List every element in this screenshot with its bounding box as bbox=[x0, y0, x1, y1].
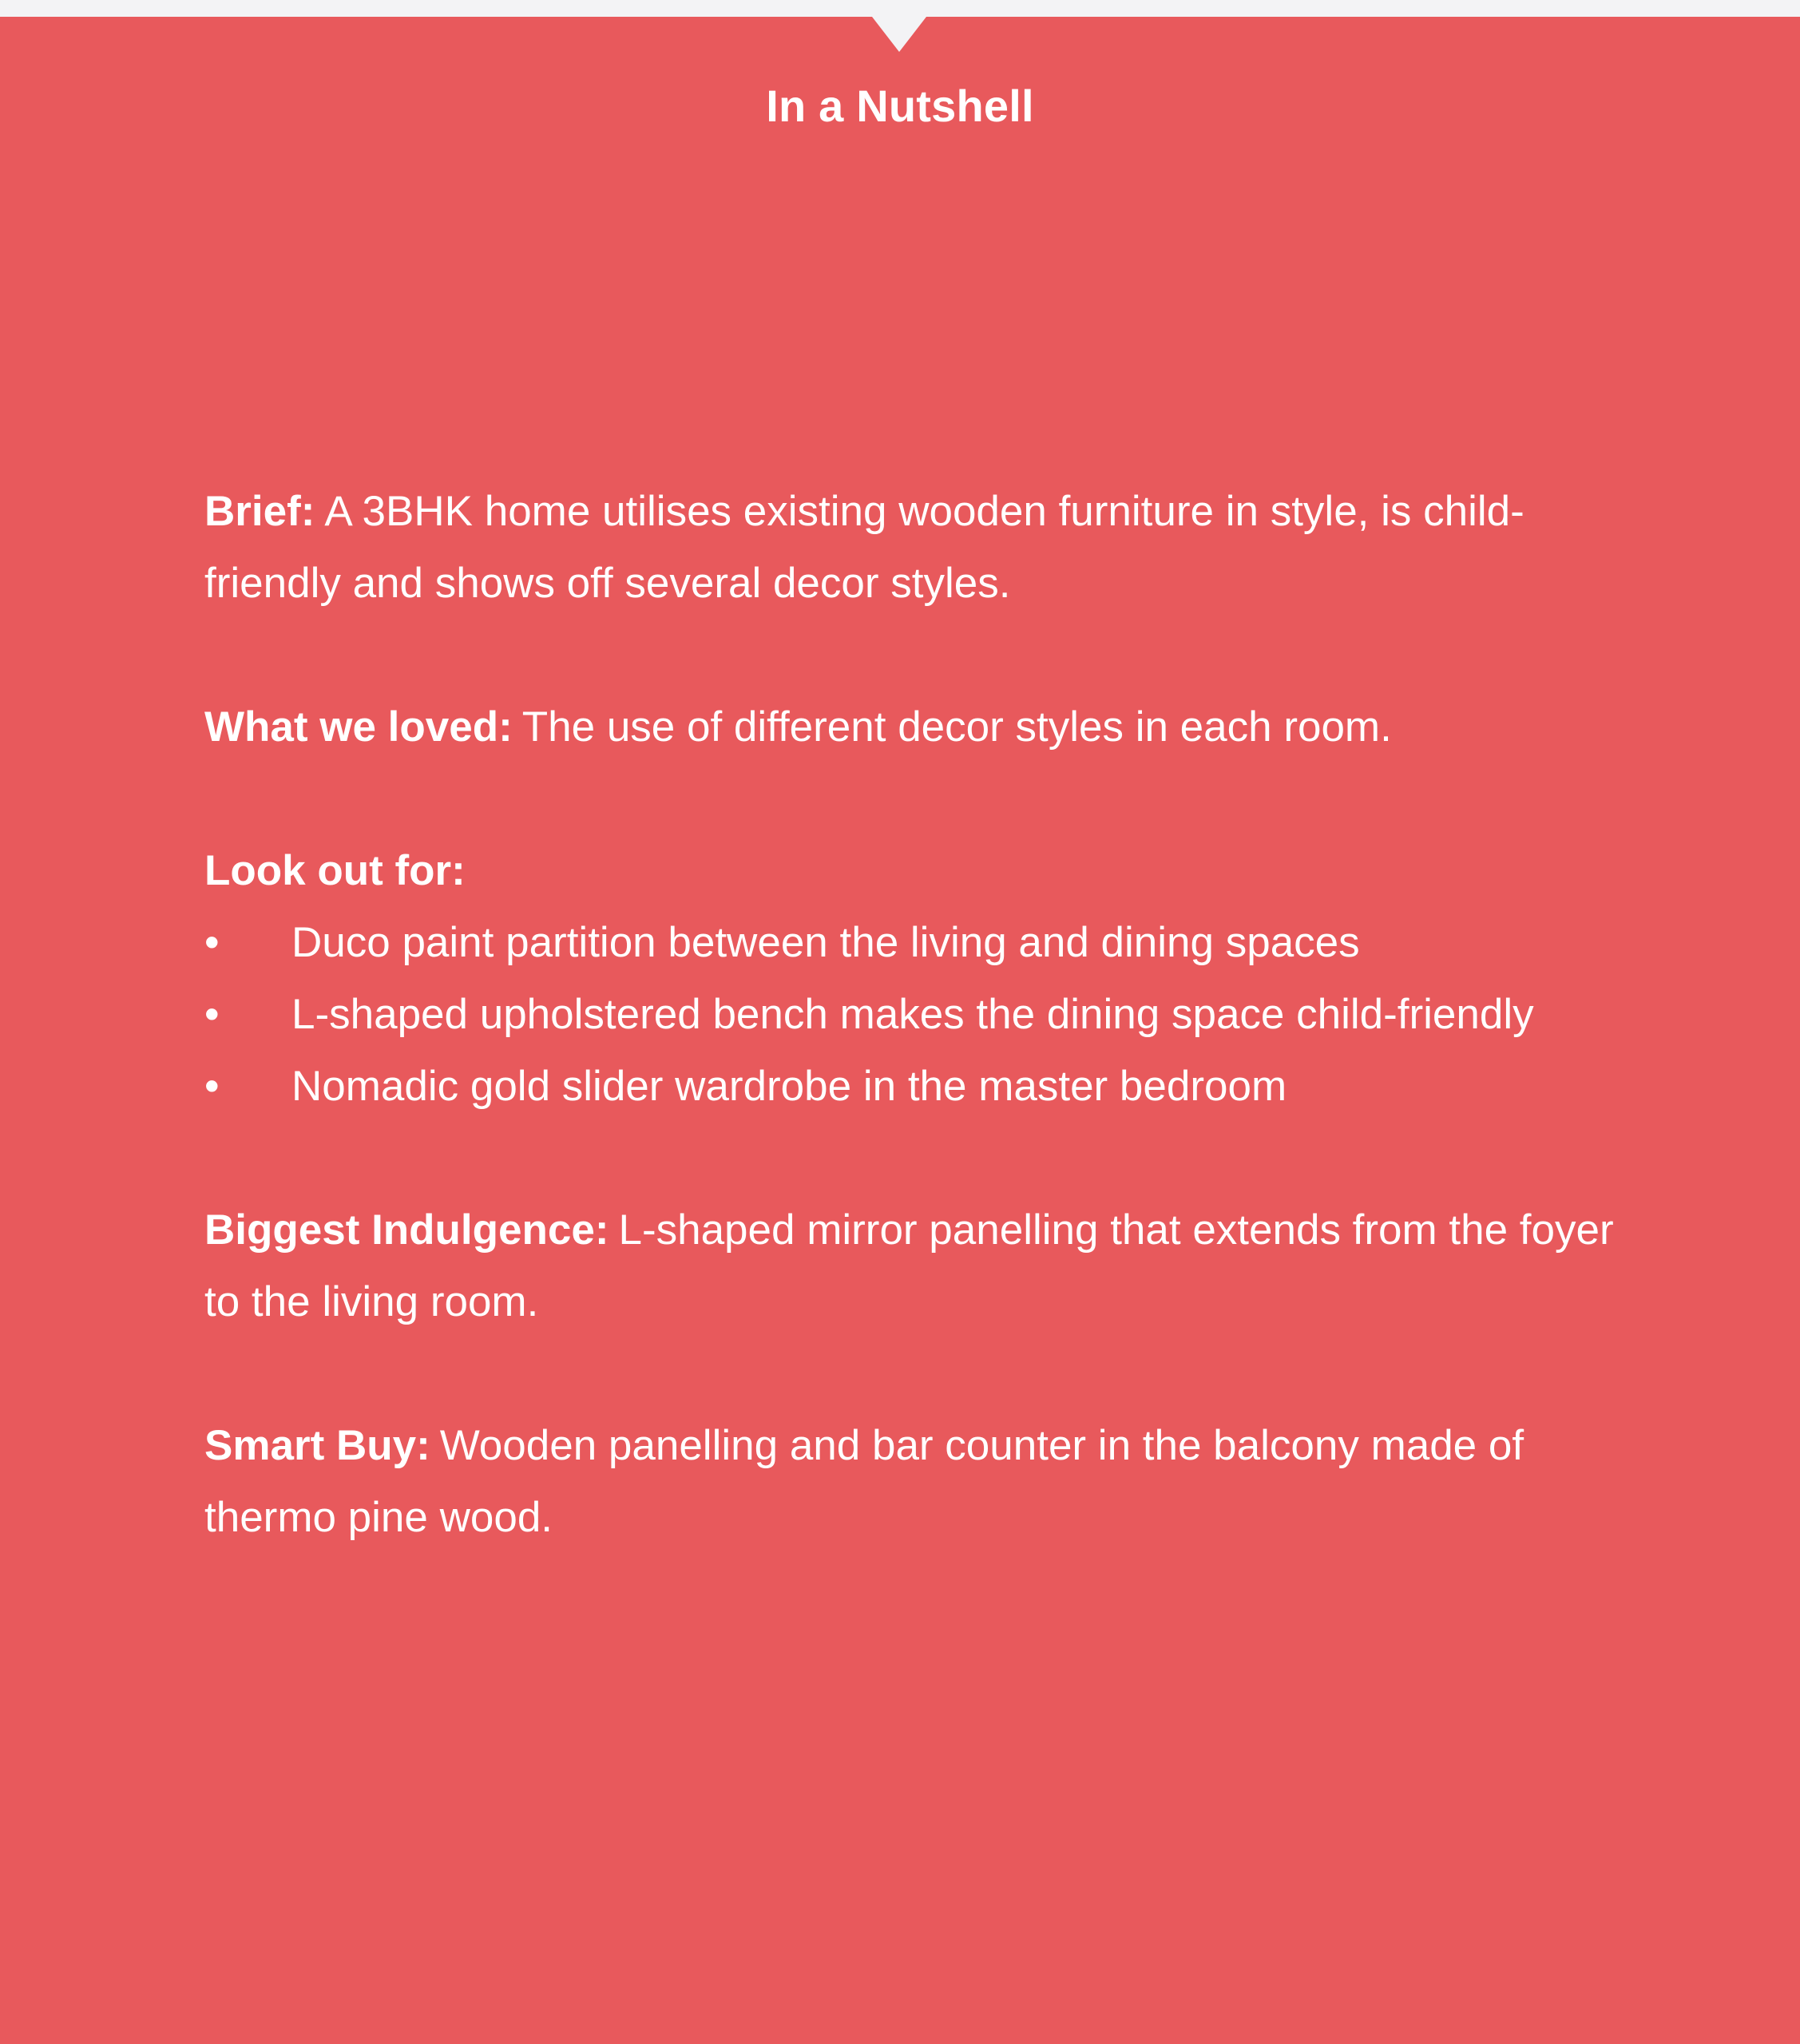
look-out-list bbox=[204, 907, 1642, 1123]
look-out-label: Look out for: bbox=[204, 847, 466, 894]
indulgence-paragraph bbox=[204, 1194, 1642, 1338]
list-item-text: Duco paint partition between the living and dining spaces bbox=[291, 919, 1360, 966]
panel-title: In a Nutshell bbox=[766, 81, 1034, 131]
smart-buy-text: Wooden panelling and bar counter in the balcony made of thermo pine wood. bbox=[204, 1422, 1524, 1541]
bullet-icon: • bbox=[204, 1063, 220, 1110]
indulgence-label: Biggest Indulgence: bbox=[204, 1206, 609, 1254]
loved-paragraph bbox=[204, 691, 1642, 763]
paragraph-spacer bbox=[204, 1338, 1642, 1410]
loved-label: What we loved: bbox=[204, 703, 513, 751]
nutshell-panel bbox=[0, 17, 1800, 2044]
brief-text: A 3BHK home utilises existing wooden furniture in style, is child-friendly and shows off several decor styles. bbox=[204, 488, 1524, 607]
down-pointer-notch-icon bbox=[872, 17, 926, 52]
list-item-text: L-shaped upholstered bench makes the dining space child-friendly bbox=[291, 991, 1534, 1038]
look-out-heading bbox=[204, 835, 1642, 907]
indulgence-text: L-shaped mirror panelling that extends from the foyer to the living room. bbox=[204, 1206, 1614, 1325]
smart-buy-label: Smart Buy: bbox=[204, 1422, 430, 1469]
nutshell-content bbox=[204, 476, 1642, 1554]
bullet-icon: • bbox=[204, 919, 220, 966]
brief-label: Brief: bbox=[204, 488, 315, 535]
list-item bbox=[204, 979, 1642, 1051]
loved-text: The use of different decor styles in each room. bbox=[521, 703, 1392, 751]
list-item-text: Nomadic gold slider wardrobe in the master bedroom bbox=[291, 1063, 1287, 1110]
paragraph-spacer bbox=[204, 763, 1642, 835]
smart-buy-paragraph bbox=[204, 1410, 1642, 1554]
list-item bbox=[204, 1051, 1642, 1123]
bullet-icon: • bbox=[204, 991, 220, 1038]
list-item bbox=[204, 907, 1642, 979]
paragraph-spacer bbox=[204, 1123, 1642, 1194]
brief-paragraph bbox=[204, 476, 1642, 620]
paragraph-spacer bbox=[204, 620, 1642, 691]
